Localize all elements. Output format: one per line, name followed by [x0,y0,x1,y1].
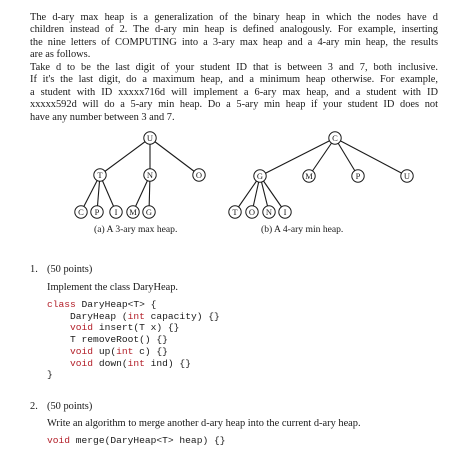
min-heap-node: G [256,171,264,181]
code-keyword: void [70,357,94,369]
question-2-text: Write an algorithm to merge another d-ary heap into the current d-ary heap. [47,418,361,429]
min-heap-node: U [403,171,411,181]
code-token: up( [93,345,117,357]
code-token [47,346,70,357]
intro-p1-line: The d-ary max heap is a generalization of the binary heap in which the nodes have d [30,12,438,23]
code-line [47,369,220,381]
max-heap-node: C [78,207,84,217]
code-token: DaryHeap<T> { [75,299,157,310]
code-token: insert(T x) {} [93,322,180,334]
intro-p2-line: have any number between 3 and 7. [30,111,175,123]
code-token [47,358,70,369]
question-2-number: 2. [30,401,38,412]
code-line [47,311,220,323]
code-token: ind) {} [144,357,191,369]
intro-p1-line: are as follows. [30,49,91,61]
code-token: DaryHeap ( [47,310,128,322]
intro-p1-line: the nine letters of COMPUTING into a 3-ary max heap and a 4-ary min heap, the results [30,36,438,48]
code-keyword: int [127,357,145,369]
question-1-text-content: Implement the class DaryHeap. [47,282,178,293]
code-line [47,299,220,311]
max-heap-caption: (a) A 3-ary max heap. [94,224,178,235]
question-2-points: (50 points) [47,401,93,412]
intro-p2-line: Take d to be the last digit of your student ID that is between 3 and 7, both inclusive. [30,62,438,73]
code-keyword: int [127,310,145,322]
min-heap-figure [222,128,422,223]
code-token: } [47,369,53,381]
code-keyword: void [70,322,94,334]
code-token: capacity) {} [144,310,220,322]
intro-p2-line: xxxxx592d will do a 5-ary min heap. Do a 5-ary min heap if your student ID does not [30,99,438,111]
min-heap-node: N [265,207,273,217]
min-heap-node: T [232,207,238,217]
max-heap-node: U [146,133,154,143]
code-keyword: int [116,345,134,357]
min-heap-node: M [305,171,313,181]
max-heap-node: M [129,207,137,217]
code-token: T removeRoot() {} [47,334,168,346]
code-line [47,435,225,447]
code-keyword: class [47,299,76,310]
code-line [47,322,220,334]
min-heap-node: I [283,207,287,217]
max-heap-node: I [114,207,118,217]
max-heap-figure [70,128,220,223]
code-keyword: void [47,435,71,446]
intro-p2-line: a student with ID xxxxx716d will implement a 6-ary max heap, and a student with ID [30,86,438,98]
code-token: merge(DaryHeap<T> heap) {} [70,435,226,446]
max-heap-node: G [145,207,153,217]
max-heap-node: P [94,207,100,217]
intro-paragraph-1 [30,12,438,62]
intro-paragraph-2 [30,62,438,124]
code-line [47,346,220,358]
question-2-code-block [47,435,225,447]
intro-p1-line: children instead of 2. The d-ary min heap is defined analogously. For example, inserting [30,24,438,36]
intro-p2-line: If it's the last digit, do a maximum heap, and a minimum heap otherwise. For example, [30,74,438,86]
code-keyword: void [70,345,94,357]
min-heap-caption: (b) A 4-ary min heap. [261,224,344,235]
max-heap-node: O [195,170,203,180]
code-line [47,358,220,370]
min-heap-node: C [332,133,338,143]
max-heap-node: T [97,170,103,180]
question-1-number: 1. [30,264,38,275]
code-token [47,322,70,333]
code-token: c) {} [133,345,168,357]
question-1-code-block [47,299,220,381]
code-line [47,334,220,346]
min-heap-node: P [355,171,361,181]
question-1-points: (50 points) [47,264,93,275]
min-heap-node: O [248,207,256,217]
question-1-text [47,282,178,293]
code-token: down( [93,357,128,369]
max-heap-node: N [146,170,154,180]
